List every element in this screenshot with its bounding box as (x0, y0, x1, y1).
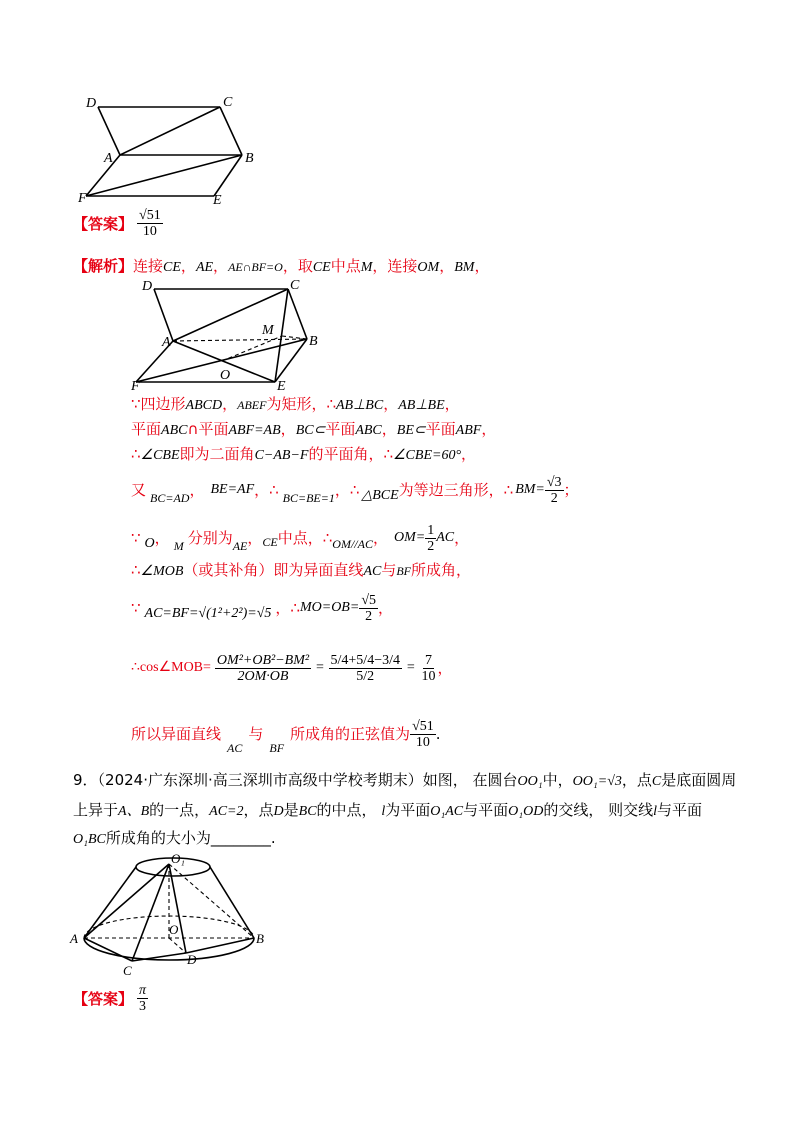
question-9-line-1: 9．（2024·广东深圳·高三深圳市高级中学校考期末）如图， 在圆台OO₁中，OO₁=√3，点C是底面圆周 (73, 771, 737, 789)
label-A: A (70, 931, 78, 946)
answer-1 (73, 208, 163, 239)
analysis-line-9: ∴cos∠MOB= $\frac{\text{OM²+OB²−BM²}}{2OM\cdot OB}$ = $\frac{5/4+5/4-3/4}{5/2}$ = $\frac{7}{10}$ ， (131, 652, 453, 684)
label-D: D (142, 279, 153, 294)
label-C: C (123, 963, 132, 978)
label-O1: O₁ (171, 851, 185, 866)
answer-fraction: $\frac{\pi}{3}$ (139, 983, 147, 1014)
label-A: A (162, 335, 171, 350)
label-B: B (256, 931, 264, 946)
question-9-line-3: O₁BC所成角的大小为________. (73, 829, 276, 847)
label-O: O (169, 922, 179, 937)
label-F: F (131, 379, 140, 394)
answer-blank: ________ (210, 829, 271, 847)
label-O: O (220, 368, 231, 383)
answer-label: 【答案】 (73, 990, 134, 1008)
question-source: （2024·广东深圳·高三深圳市高级中学校考期末） (97, 771, 423, 789)
analysis-line-3: 平面ABC∩平面ABF=AB，BC⊂平面ABC，BE⊂平面ABF， (131, 420, 497, 438)
label-A: A (104, 151, 113, 166)
analysis-line-8: ∵ AC=BF=√(1²+2²)=√5 ，∴ MO=OB= $\frac{√5}{2}$ ， (131, 592, 394, 624)
analysis-line-10: 所以异面直线 AC 与 BF 所成角的正弦值为 $\frac{√51}{10}$ . (131, 718, 441, 755)
analysis-line-1: 【解析】连接CE，AE，AE∩BF=O，取CE中点M，连接OM，BM， (73, 257, 490, 275)
label-B: B (245, 151, 254, 166)
analysis-label: 【解析】 (73, 257, 134, 275)
figure-prism-2 (125, 272, 330, 394)
label-C: C (290, 278, 300, 293)
answer-label: 【答案】 (73, 215, 134, 233)
analysis-line-4: ∴∠CBE即为二面角C−AB−F的平面角，∴∠CBE=60°， (131, 445, 477, 463)
analysis-line-5: 又 BC=AD ， BE=AF ，∴ BC=BE=1 ，∴ △BCE 为等边三角形，∴ BM= $\frac{√3}{2}$ ； (131, 474, 579, 506)
label-E: E (213, 193, 222, 208)
answer-fraction: $\frac{√51}{10}$ (139, 208, 161, 239)
label-B: B (309, 334, 318, 349)
analysis-line-6: ∵ O ， M 分别为 AE ， CE 中点，∴ OM//AC ， OM= $\frac{1}{2}$ AC ， (131, 522, 470, 554)
analysis-line-2: ∵四边形ABCD，ABEF为矩形，∴AB⊥BC，AB⊥BE， (131, 395, 460, 413)
question-9-line-2: 上异于A、B的一点，AC=2，点D是BC的中点， l为平面O₁AC与平面O₁OD的交线， 则交线l与平面 (73, 801, 702, 819)
figure-prism-1 (80, 90, 270, 210)
label-F: F (78, 191, 87, 206)
answer-2 (73, 983, 148, 1014)
analysis-line-7: ∴∠MOB（或其补角）即为异面直线AC与BF所成角， (131, 561, 472, 579)
question-number: 9． (73, 771, 98, 789)
label-M: M (262, 323, 274, 338)
label-C: C (223, 95, 233, 110)
label-E: E (277, 379, 286, 394)
label-D: D (187, 952, 197, 967)
figure-frustum (68, 850, 268, 982)
label-D: D (86, 96, 97, 111)
